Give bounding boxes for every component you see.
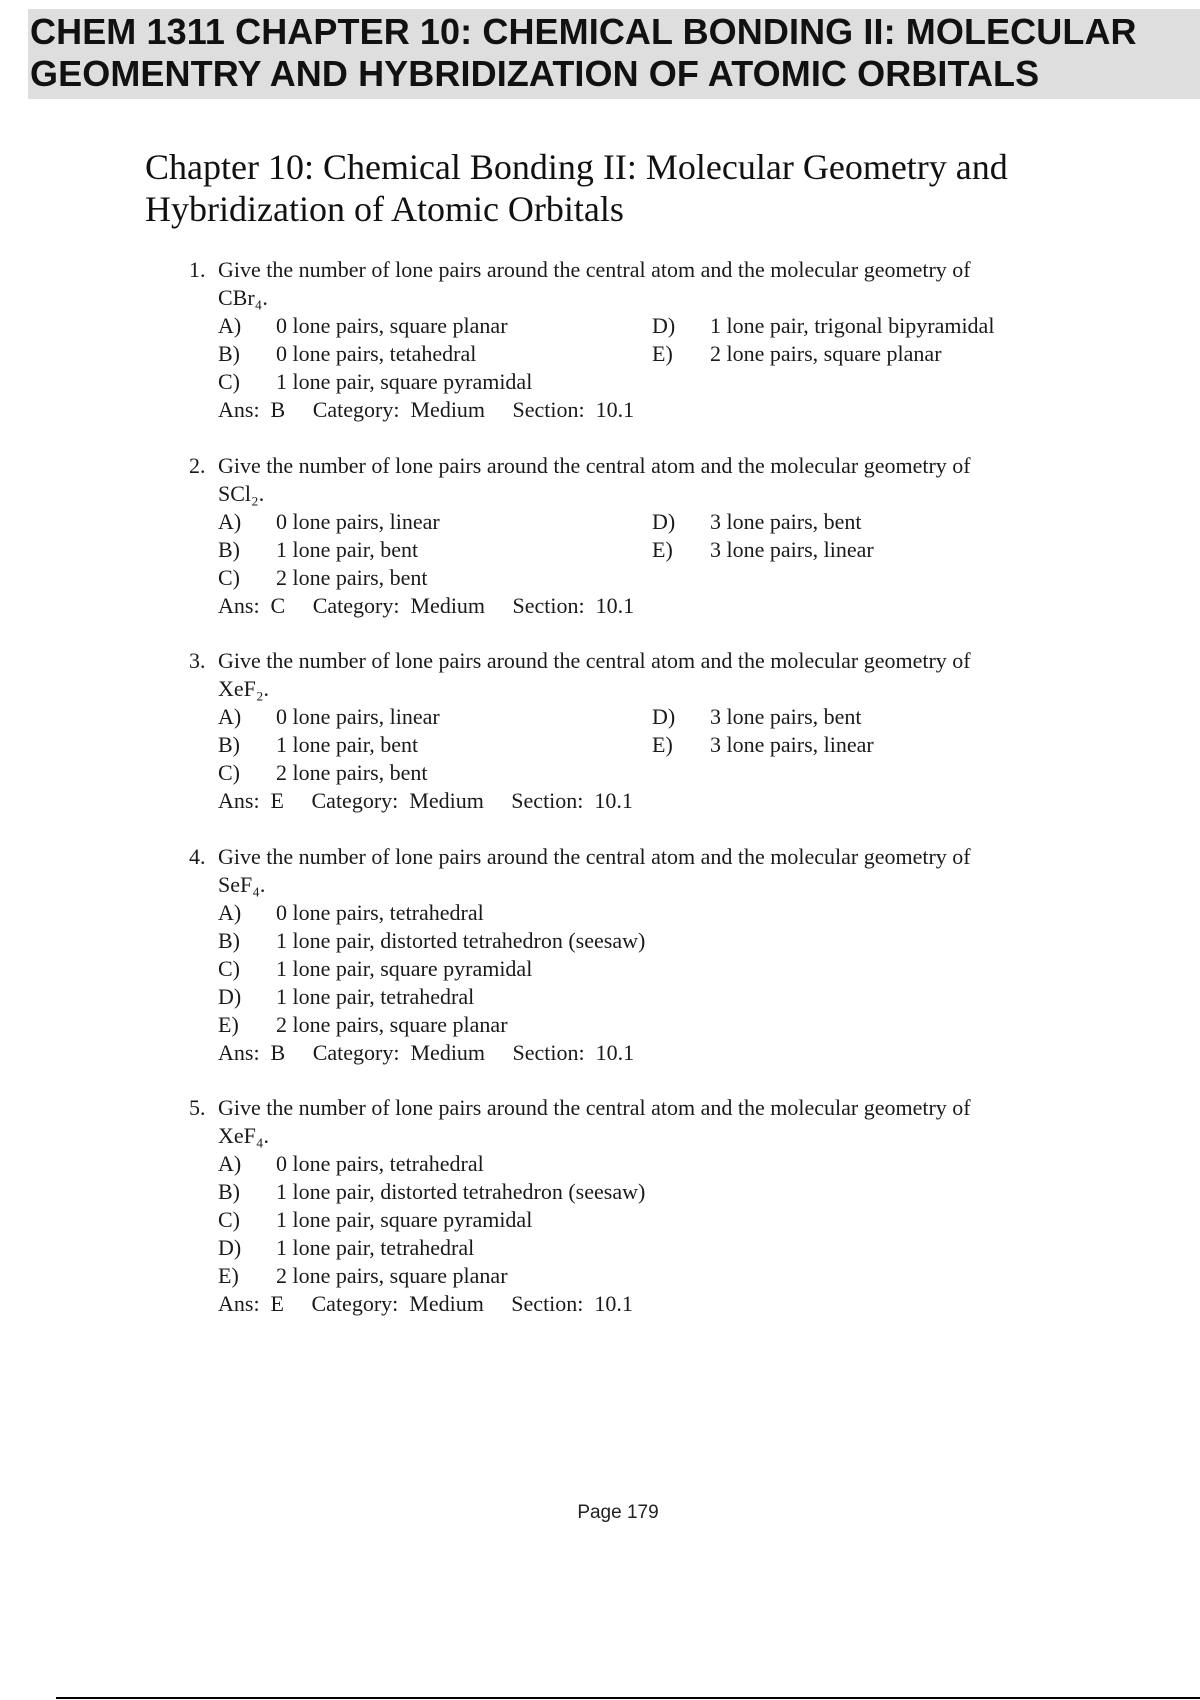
option-text: 1 lone pair, tetrahedral bbox=[276, 984, 475, 1009]
answer-options bbox=[218, 312, 1069, 396]
option-c bbox=[218, 368, 532, 396]
answer-line: Ans: B Category: Medium Section: 10.1 bbox=[218, 397, 635, 422]
page-number: Page 179 bbox=[577, 1502, 659, 1523]
option-letter: E) bbox=[218, 1012, 239, 1037]
question-1 bbox=[189, 256, 1069, 424]
question-number: 3. bbox=[189, 648, 206, 673]
option-text: 1 lone pair, distorted tetrahedron (seesaw) bbox=[276, 1179, 646, 1204]
answer-line: Ans: B Category: Medium Section: 10.1 bbox=[218, 1040, 635, 1065]
answer-options bbox=[218, 703, 1069, 787]
option-letter: D) bbox=[218, 1235, 242, 1260]
option-text: 1 lone pair, tetrahedral bbox=[276, 1235, 475, 1260]
option-text: 1 lone pair, square pyramidal bbox=[276, 956, 533, 981]
option-b bbox=[218, 1178, 1069, 1206]
option-letter: C) bbox=[218, 760, 240, 785]
option-a bbox=[218, 508, 440, 536]
option-text: 3 lone pairs, linear bbox=[710, 732, 874, 757]
question-text: Give the number of lone pairs around the central atom and the molecular geometry of bbox=[218, 453, 971, 478]
bottom-rule bbox=[56, 1697, 1200, 1699]
option-text: 0 lone pairs, linear bbox=[276, 509, 440, 534]
option-c bbox=[218, 564, 428, 592]
option-letter: C) bbox=[218, 956, 240, 981]
question-number: 4. bbox=[189, 844, 206, 869]
option-text: 1 lone pair, bent bbox=[276, 537, 419, 562]
option-text: 2 lone pairs, square planar bbox=[276, 1012, 508, 1037]
answer-line: Ans: E Category: Medium Section: 10.1 bbox=[218, 788, 633, 813]
option-d bbox=[218, 983, 1069, 1011]
option-letter: B) bbox=[218, 928, 240, 953]
question-4 bbox=[189, 843, 1069, 1067]
option-a bbox=[218, 899, 1069, 927]
question-number: 1. bbox=[189, 257, 206, 282]
option-letter: D) bbox=[218, 984, 242, 1009]
option-c bbox=[218, 759, 428, 787]
answer-line: Ans: E Category: Medium Section: 10.1 bbox=[218, 1291, 633, 1316]
option-text: 0 lone pairs, tetrahedral bbox=[276, 1151, 484, 1176]
option-letter: C) bbox=[218, 369, 240, 394]
option-letter: A) bbox=[218, 509, 242, 534]
option-letter: C) bbox=[218, 565, 240, 590]
option-text: 2 lone pairs, square planar bbox=[710, 341, 942, 366]
option-letter: E) bbox=[652, 732, 673, 757]
option-letter: B) bbox=[218, 537, 240, 562]
option-e bbox=[218, 1011, 1069, 1039]
option-e bbox=[218, 1262, 1069, 1290]
option-b bbox=[218, 536, 418, 564]
option-letter: A) bbox=[218, 900, 242, 925]
option-letter: E) bbox=[218, 1263, 239, 1288]
question-2 bbox=[189, 452, 1069, 620]
option-c bbox=[218, 955, 1069, 983]
option-b bbox=[218, 731, 418, 759]
answer-options bbox=[218, 508, 1069, 592]
question-text: Give the number of lone pairs around the central atom and the molecular geometry of bbox=[218, 257, 971, 282]
question-number: 5. bbox=[189, 1095, 206, 1120]
option-letter: E) bbox=[652, 537, 673, 562]
option-text: 1 lone pair, square pyramidal bbox=[276, 1207, 533, 1232]
answer-line: Ans: C Category: Medium Section: 10.1 bbox=[218, 593, 635, 618]
option-d bbox=[652, 508, 862, 536]
option-d bbox=[218, 1234, 1069, 1262]
question-text: Give the number of lone pairs around the central atom and the molecular geometry of bbox=[218, 1095, 971, 1120]
option-letter: B) bbox=[218, 341, 240, 366]
option-text: 1 lone pair, square pyramidal bbox=[276, 369, 533, 394]
question-text: Give the number of lone pairs around the central atom and the molecular geometry of bbox=[218, 648, 971, 673]
option-letter: D) bbox=[652, 509, 676, 534]
option-e bbox=[652, 731, 874, 759]
option-letter: A) bbox=[218, 313, 242, 338]
option-text: 2 lone pairs, bent bbox=[276, 565, 428, 590]
option-e bbox=[652, 340, 942, 368]
question-number: 2. bbox=[189, 453, 206, 478]
option-a bbox=[218, 703, 440, 731]
option-e bbox=[652, 536, 874, 564]
option-d bbox=[652, 312, 994, 340]
option-text: 1 lone pair, trigonal bipyramidal bbox=[710, 313, 995, 338]
answer-options bbox=[218, 899, 1069, 1039]
option-letter: E) bbox=[652, 341, 673, 366]
option-text: 2 lone pairs, bent bbox=[276, 760, 428, 785]
question-formula: SeF₄. bbox=[218, 872, 266, 897]
option-text: 0 lone pairs, tetahedral bbox=[276, 341, 477, 366]
option-a bbox=[218, 312, 508, 340]
option-text: 3 lone pairs, bent bbox=[710, 509, 862, 534]
option-text: 1 lone pair, bent bbox=[276, 732, 419, 757]
option-letter: B) bbox=[218, 1179, 240, 1204]
question-text: Give the number of lone pairs around the central atom and the molecular geometry of bbox=[218, 844, 971, 869]
option-a bbox=[218, 1150, 1069, 1178]
option-letter: D) bbox=[652, 704, 676, 729]
option-b bbox=[218, 340, 476, 368]
chapter-title: Chapter 10: Chemical Bonding II: Molecular Geometry and Hybridization of Atomic Orbitals bbox=[145, 147, 1008, 229]
question-formula: CBr₄. bbox=[218, 285, 268, 310]
option-letter: A) bbox=[218, 704, 242, 729]
option-text: 3 lone pairs, linear bbox=[710, 537, 874, 562]
option-text: 2 lone pairs, square planar bbox=[276, 1263, 508, 1288]
option-d bbox=[652, 703, 862, 731]
document-header: CHEM 1311 CHAPTER 10: CHEMICAL BONDING II: MOLECULAR GEOMENTRY AND HYBRIDIZATION OF ATOMIC ORBITALS bbox=[30, 11, 1137, 94]
option-letter: B) bbox=[218, 732, 240, 757]
option-b bbox=[218, 927, 1069, 955]
option-text: 0 lone pairs, tetrahedral bbox=[276, 900, 484, 925]
option-text: 1 lone pair, distorted tetrahedron (seesaw) bbox=[276, 928, 646, 953]
option-c bbox=[218, 1206, 1069, 1234]
answer-options bbox=[218, 1150, 1069, 1290]
option-letter: C) bbox=[218, 1207, 240, 1232]
question-formula: SCl₂. bbox=[218, 481, 265, 506]
question-3 bbox=[189, 647, 1069, 815]
option-text: 0 lone pairs, square planar bbox=[276, 313, 508, 338]
option-letter: D) bbox=[652, 313, 676, 338]
question-formula: XeF₄. bbox=[218, 1123, 270, 1148]
question-5 bbox=[189, 1094, 1069, 1318]
option-text: 0 lone pairs, linear bbox=[276, 704, 440, 729]
option-letter: A) bbox=[218, 1151, 242, 1176]
option-text: 3 lone pairs, bent bbox=[710, 704, 862, 729]
question-formula: XeF₂. bbox=[218, 676, 270, 701]
